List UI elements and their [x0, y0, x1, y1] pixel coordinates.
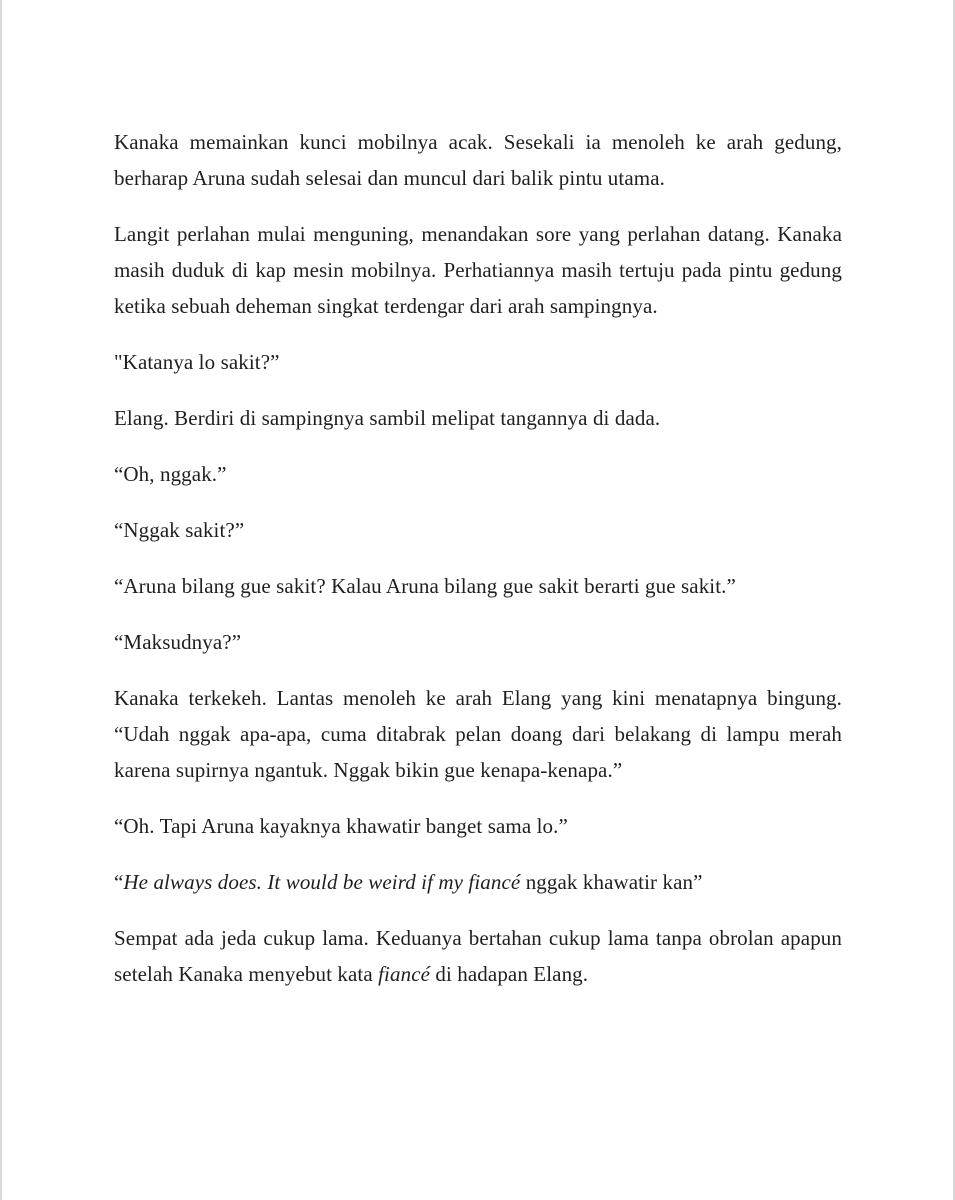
paragraph-12-before: Sempat ada jeda cukup lama. Keduanya bertahan cukup lama tanpa obrolan apapun setelah Kanaka menyebut kata [114, 926, 842, 986]
document-body [114, 124, 842, 1012]
paragraph-11 [114, 864, 842, 900]
paragraph-7: “Aruna bilang gue sakit? Kalau Aruna bilang gue sakit berarti gue sakit.” [114, 574, 736, 598]
paragraph-12 [114, 920, 842, 992]
italic-phrase: He always does. It would be weird if my fiancé [123, 870, 521, 894]
paragraph-2: Langit perlahan mulai menguning, menandakan sore yang perlahan datang. Kanaka masih duduk di kap mesin mobilnya. Perhatiannya masih tertuju pada pintu gedung ketika sebuah deheman singkat terdengar dari arah sampingnya. [114, 222, 842, 318]
paragraph-12-after: di hadapan Elang. [430, 962, 589, 986]
paragraph-6: “Nggak sakit?” [114, 518, 245, 542]
paragraph-8: “Maksudnya?” [114, 630, 242, 654]
paragraph-4: Elang. Berdiri di sampingnya sambil melipat tangannya di dada. [114, 406, 661, 430]
paragraph-11-rest: nggak khawatir kan” [520, 870, 703, 894]
paragraph-1: Kanaka memainkan kunci mobilnya acak. Sesekali ia menoleh ke arah gedung, berharap Aruna sudah selesai dan muncul dari balik pintu utama. [114, 130, 842, 190]
paragraph-10: “Oh. Tapi Aruna kayaknya khawatir banget sama lo.” [114, 814, 568, 838]
paragraph-5: “Oh, nggak.” [114, 462, 227, 486]
page-left-edge [0, 0, 2, 1200]
open-quote: “ [114, 870, 124, 894]
italic-word-fiance: fiancé [378, 962, 431, 986]
paragraph-3: "Katanya lo sakit?” [114, 350, 280, 374]
paragraph-9: Kanaka terkekeh. Lantas menoleh ke arah Elang yang kini menatapnya bingung. “Udah nggak apa-apa, cuma ditabrak pelan doang dari belakang di lampu merah karena supirnya ngantuk. Nggak bikin gue kenapa-kenapa.” [114, 686, 842, 782]
